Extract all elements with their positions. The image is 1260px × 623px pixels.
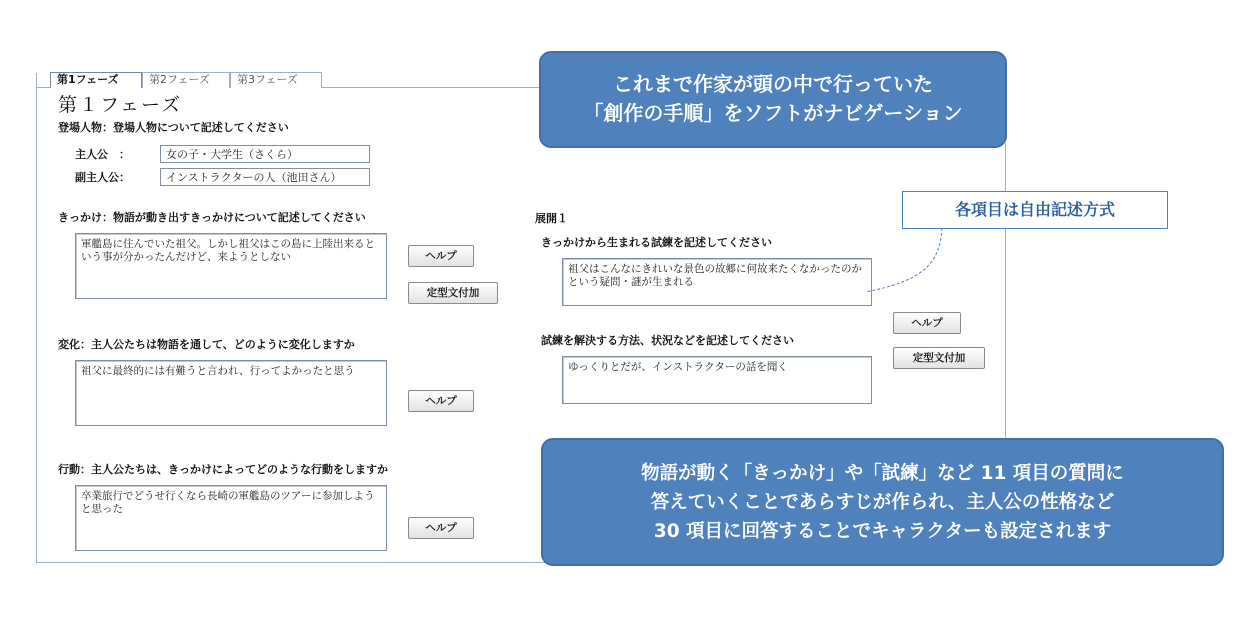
trigger-template-button[interactable]: 定型文付加 bbox=[408, 282, 498, 304]
protagonist-field[interactable]: 女の子・大学生（さくら） bbox=[160, 145, 370, 163]
page-title: 第１フェーズ bbox=[58, 94, 183, 116]
sub-protagonist-label: 副主人公： bbox=[75, 171, 130, 184]
change-help-button[interactable]: ヘルプ bbox=[408, 390, 474, 412]
sub-protagonist-field[interactable]: インストラクターの人（池田さん） bbox=[160, 168, 370, 186]
callout-bottom-line-3: 30 項目に回答することでキャラクターも設定されます bbox=[653, 521, 1112, 542]
solution-textarea[interactable]: ゆっくりとだが、インストラクターの話を聞く bbox=[562, 356, 872, 404]
ordeal-textarea[interactable]: 祖父はこんなにきれいな景色の故郷に何故来たくなかったのかという疑問・謎が生まれる bbox=[562, 258, 872, 306]
protagonist-label: 主人公 ： bbox=[75, 148, 130, 161]
change-textarea[interactable]: 祖父に最終的には有難うと言われ、行ってよかったと思う bbox=[75, 360, 387, 426]
callout-bottom-line-2: 答えていくことであらすじが作られ、主人公の性格など bbox=[650, 492, 1115, 513]
callout-bottom bbox=[541, 438, 1224, 566]
tab-phase-1[interactable]: 第1フェーズ bbox=[50, 72, 142, 88]
callout-top-line-2: 「創作の手順」をソフトがナビゲーション bbox=[583, 101, 963, 125]
action-textarea[interactable]: 卒業旅行でどうせ行くなら長崎の軍艦島のツアーに参加しようと思った bbox=[75, 485, 387, 551]
tab-phase-2[interactable]: 第2フェーズ bbox=[142, 72, 230, 88]
characters-heading: 登場人物：登場人物について記述してください bbox=[58, 121, 289, 134]
tab-phase-3[interactable]: 第3フェーズ bbox=[230, 72, 322, 88]
callout-free-description: 各項目は自由記述方式 bbox=[902, 191, 1168, 229]
ordeal-help-button[interactable]: ヘルプ bbox=[893, 312, 961, 334]
change-heading: 変化：主人公たちは物語を通して、どのように変化しますか bbox=[58, 338, 355, 351]
callout-top bbox=[539, 51, 1007, 148]
development-heading: 展開１ bbox=[535, 212, 568, 225]
callout-connector-line bbox=[860, 226, 950, 296]
action-heading: 行動：主人公たちは、きっかけによってどのような行動をしますか bbox=[58, 463, 388, 476]
solution-heading: 試練を解決する方法、状況などを記述してください bbox=[541, 334, 794, 347]
ordeal-template-button[interactable]: 定型文付加 bbox=[893, 347, 985, 369]
ordeal-heading: きっかけから生まれる試練を記述してください bbox=[541, 236, 772, 249]
trigger-help-button[interactable]: ヘルプ bbox=[408, 245, 474, 267]
callout-top-line-1: これまで作家が頭の中で行っていた bbox=[613, 72, 933, 96]
callout-bottom-line-1: 物語が動く「きっかけ」や「試練」など 11 項目の質問に bbox=[641, 463, 1124, 484]
action-help-button[interactable]: ヘルプ bbox=[408, 517, 474, 539]
trigger-textarea[interactable]: 軍艦島に住んでいた祖父。しかし祖父はこの島に上陸出来るという事が分かったんだけど、来ようとしない bbox=[75, 233, 387, 299]
trigger-heading: きっかけ：物語が動き出すきっかけについて記述してください bbox=[58, 211, 366, 224]
